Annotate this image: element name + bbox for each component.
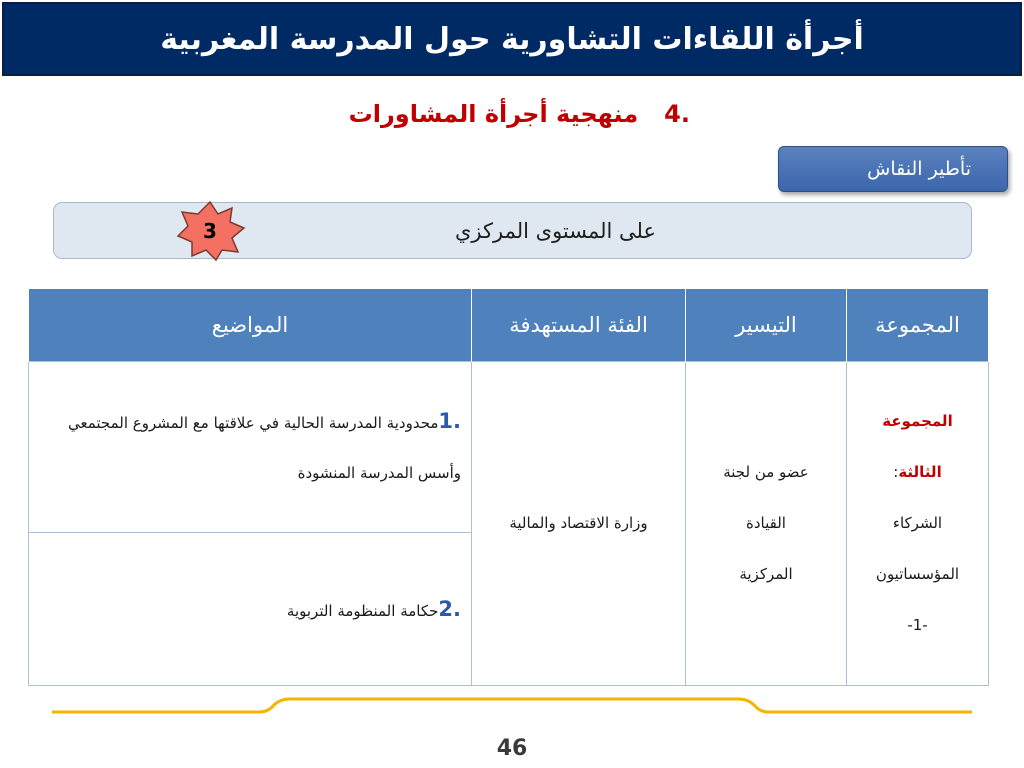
group-cell: [847, 361, 989, 685]
header-target: الفئة المستهدفة: [472, 289, 686, 361]
section-heading: [300, 96, 690, 132]
title-bar: [2, 2, 1022, 76]
section-number: 4.: [664, 100, 690, 128]
facilitation-line2: القيادة: [746, 513, 786, 532]
topic-number: 1.: [438, 408, 461, 433]
topic-text: حكامة المنظومة التربوية: [286, 601, 439, 620]
table-row: [29, 361, 989, 532]
facilitation-cell: [686, 361, 847, 685]
consultation-table: [28, 289, 989, 686]
header-group: المجموعة: [847, 289, 989, 361]
group-label-line1: المجموعة: [882, 411, 953, 430]
central-level-label: على المستوى المركزي: [454, 218, 657, 243]
table-header-row: [29, 289, 989, 361]
target-cell: وزارة الاقتصاد والمالية: [472, 361, 686, 685]
topic-item: [29, 361, 472, 532]
footer-divider: [52, 697, 972, 717]
discussion-framing-label: تأطير النقاش: [867, 158, 971, 180]
slide-title: أجرأة اللقاءات التشاورية حول المدرسة المغربية: [160, 21, 864, 57]
topic-item: [29, 532, 472, 685]
group-line4: المؤسساتيون: [875, 564, 960, 583]
header-facilitation: التيسير: [686, 289, 847, 361]
group-line3: الشركاء: [892, 513, 943, 532]
discussion-framing-button[interactable]: [778, 146, 1008, 192]
level-badge-number: 3: [203, 219, 217, 243]
header-topics: المواضيع: [29, 289, 472, 361]
topic-text: محدودية المدرسة الحالية في علاقتها مع المشروع المجتمعي وأسس المدرسة المنشودة: [67, 413, 461, 482]
group-line5: -1-: [907, 615, 928, 634]
topic-number: 2.: [438, 596, 461, 621]
page-number: 46: [496, 735, 528, 761]
group-label-line2: الثالثة: [898, 462, 942, 481]
facilitation-line3: المركزية: [739, 564, 793, 583]
facilitation-line1: عضو من لجنة: [723, 462, 809, 481]
section-title: منهجية أجرأة المشاورات: [348, 100, 639, 128]
group-label-colon: :: [893, 462, 899, 481]
level-badge: [172, 200, 248, 262]
